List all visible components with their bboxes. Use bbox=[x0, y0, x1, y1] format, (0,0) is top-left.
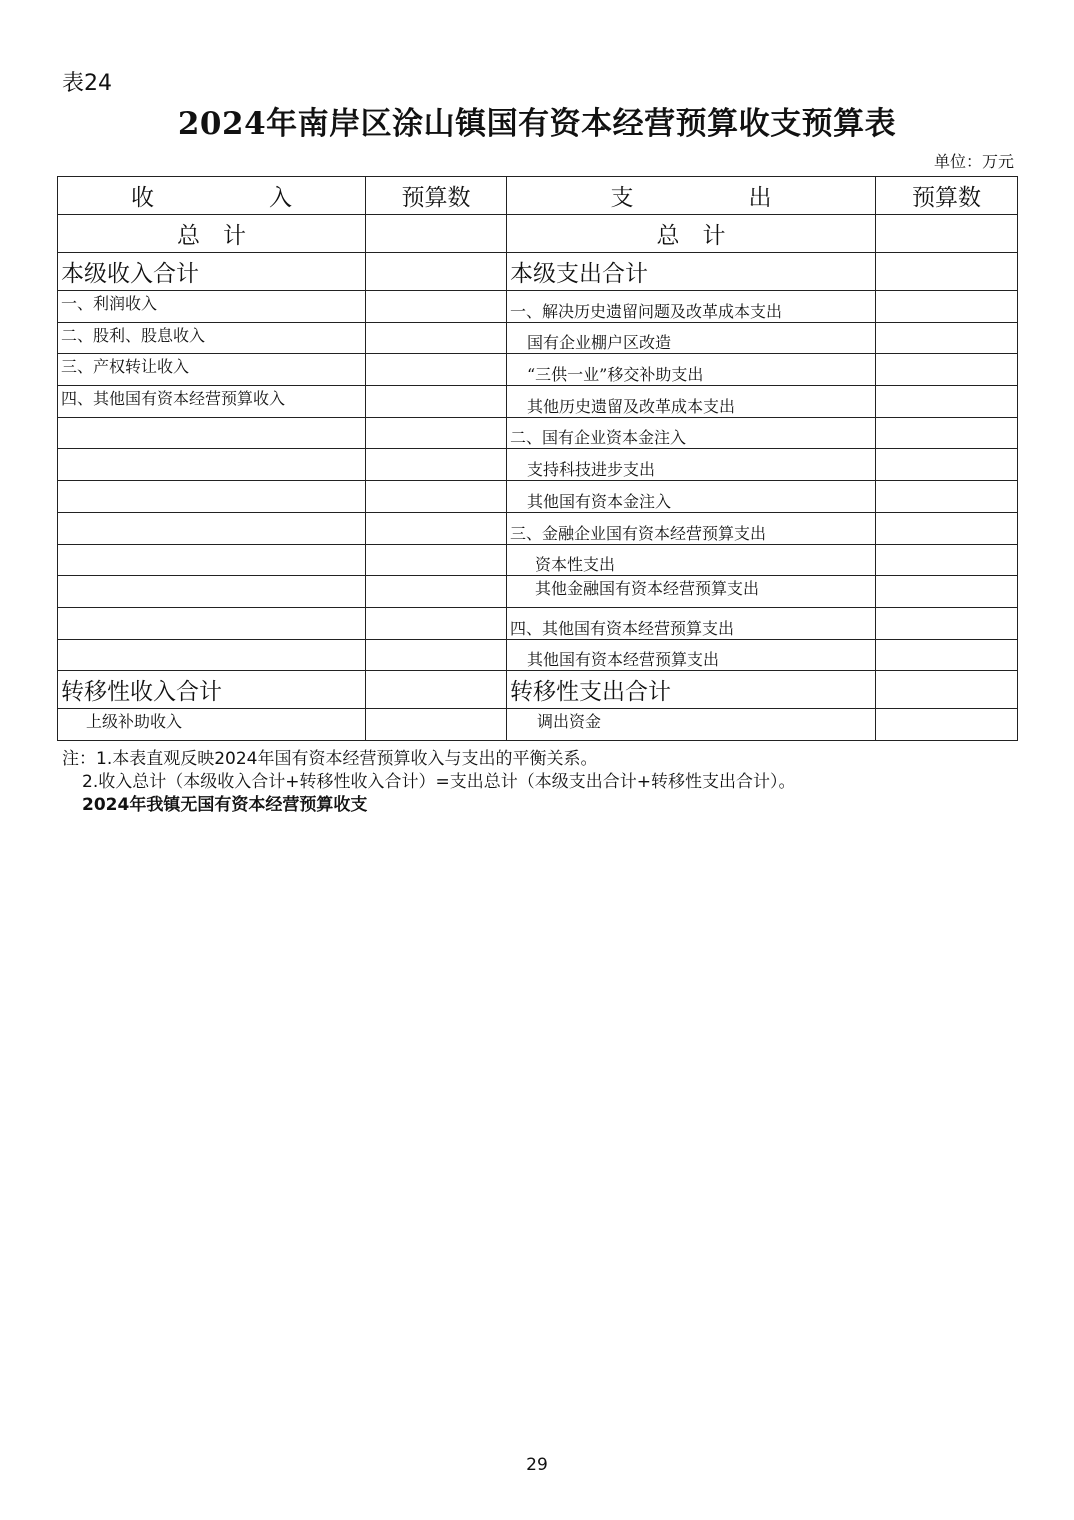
income-amount bbox=[366, 322, 507, 354]
expense-item: 资本性支出 bbox=[507, 544, 876, 576]
income-amount bbox=[366, 607, 507, 639]
note-line: 注：1.本表直观反映2024年国有资本经营预算收入与支出的平衡关系。 bbox=[62, 749, 598, 769]
income-amount bbox=[366, 481, 507, 513]
expense-item: “三供一业”移交补助支出 bbox=[507, 354, 876, 386]
expense-item: 其他金融国有资本经营预算支出 bbox=[507, 576, 876, 608]
expense-amount bbox=[876, 322, 1018, 354]
note-line: 2.收入总计（本级收入合计+转移性收入合计）=支出总计（本级支出合计+转移性支出合计）。 bbox=[82, 772, 796, 792]
income-amount bbox=[366, 512, 507, 544]
income-item: 一、利润收入 bbox=[58, 291, 366, 323]
income-item bbox=[58, 639, 366, 671]
income-amount bbox=[366, 354, 507, 386]
income-amount bbox=[366, 709, 507, 741]
expense-item: 四、其他国有资本经营预算支出 bbox=[507, 607, 876, 639]
expense-amount bbox=[876, 544, 1018, 576]
income-amount bbox=[366, 386, 507, 418]
transfer-total-row bbox=[58, 671, 1018, 709]
expense-item: 其他历史遗留及改革成本支出 bbox=[507, 386, 876, 418]
expense-amount bbox=[876, 449, 1018, 481]
table-row bbox=[58, 607, 1018, 639]
expense-amount bbox=[876, 386, 1018, 418]
expense-transfer-total: 转移性支出合计 bbox=[507, 671, 876, 709]
expense-local-total-value bbox=[876, 253, 1018, 291]
page-number: 29 bbox=[526, 1455, 548, 1475]
header-expense: 支 出 bbox=[507, 177, 876, 215]
income-item bbox=[58, 512, 366, 544]
table-row bbox=[58, 512, 1018, 544]
expense-item: 其他国有资本经营预算支出 bbox=[507, 639, 876, 671]
table-row bbox=[58, 639, 1018, 671]
income-grand-total: 总 计 bbox=[58, 215, 366, 253]
page-title: 2024年南岸区涂山镇国有资本经营预算收支预算表 bbox=[177, 106, 897, 142]
income-amount bbox=[366, 417, 507, 449]
income-item: 三、产权转让收入 bbox=[58, 354, 366, 386]
header-income: 收 入 bbox=[58, 177, 366, 215]
header-expense-amount: 预算数 bbox=[876, 177, 1018, 215]
income-item bbox=[58, 544, 366, 576]
expense-item: 其他国有资本金注入 bbox=[507, 481, 876, 513]
income-amount bbox=[366, 639, 507, 671]
expense-grand-total: 总 计 bbox=[507, 215, 876, 253]
expense-local-total: 本级支出合计 bbox=[507, 253, 876, 291]
expense-amount bbox=[876, 481, 1018, 513]
expense-item: 三、金融企业国有资本经营预算支出 bbox=[507, 512, 876, 544]
income-item bbox=[58, 481, 366, 513]
table-label: 表24 bbox=[62, 71, 112, 96]
header-income-amount: 预算数 bbox=[366, 177, 507, 215]
income-transfer-total: 转移性收入合计 bbox=[58, 671, 366, 709]
income-amount bbox=[366, 291, 507, 323]
expense-item: 国有企业棚户区改造 bbox=[507, 322, 876, 354]
income-item: 二、股利、股息收入 bbox=[58, 322, 366, 354]
expense-amount bbox=[876, 354, 1018, 386]
income-amount bbox=[366, 449, 507, 481]
expense-transfer-total-value bbox=[876, 671, 1018, 709]
income-item bbox=[58, 417, 366, 449]
income-local-total: 本级收入合计 bbox=[58, 253, 366, 291]
budget-table bbox=[57, 176, 1018, 741]
expense-amount bbox=[876, 607, 1018, 639]
table-row bbox=[58, 544, 1018, 576]
table-row bbox=[58, 386, 1018, 418]
income-item: 四、其他国有资本经营预算收入 bbox=[58, 386, 366, 418]
income-transfer-total-value bbox=[366, 671, 507, 709]
table-row bbox=[58, 576, 1018, 608]
expense-item: 二、国有企业资本金注入 bbox=[507, 417, 876, 449]
local-total-row bbox=[58, 253, 1018, 291]
income-grand-total-value bbox=[366, 215, 507, 253]
transfer-row bbox=[58, 709, 1018, 741]
header-row bbox=[58, 177, 1018, 215]
expense-amount bbox=[876, 709, 1018, 741]
income-item bbox=[58, 449, 366, 481]
grand-total-row bbox=[58, 215, 1018, 253]
table-row bbox=[58, 417, 1018, 449]
expense-item: 调出资金 bbox=[507, 709, 876, 741]
expense-amount bbox=[876, 417, 1018, 449]
income-amount bbox=[366, 576, 507, 608]
expense-item: 支持科技进步支出 bbox=[507, 449, 876, 481]
table-row bbox=[58, 354, 1018, 386]
expense-item: 一、解决历史遗留问题及改革成本支出 bbox=[507, 291, 876, 323]
table-row bbox=[58, 291, 1018, 323]
expense-amount bbox=[876, 576, 1018, 608]
note-line: 2024年我镇无国有资本经营预算收支 bbox=[82, 795, 368, 815]
expense-amount bbox=[876, 512, 1018, 544]
expense-amount bbox=[876, 291, 1018, 323]
table-row bbox=[58, 481, 1018, 513]
unit-label: 单位：万元 bbox=[933, 152, 1014, 171]
income-item bbox=[58, 607, 366, 639]
expense-amount bbox=[876, 639, 1018, 671]
notes bbox=[62, 748, 795, 817]
expense-grand-total-value bbox=[876, 215, 1018, 253]
table-row bbox=[58, 322, 1018, 354]
income-item bbox=[58, 576, 366, 608]
income-amount bbox=[366, 544, 507, 576]
table-row bbox=[58, 449, 1018, 481]
income-item: 上级补助收入 bbox=[58, 709, 366, 741]
income-local-total-value bbox=[366, 253, 507, 291]
